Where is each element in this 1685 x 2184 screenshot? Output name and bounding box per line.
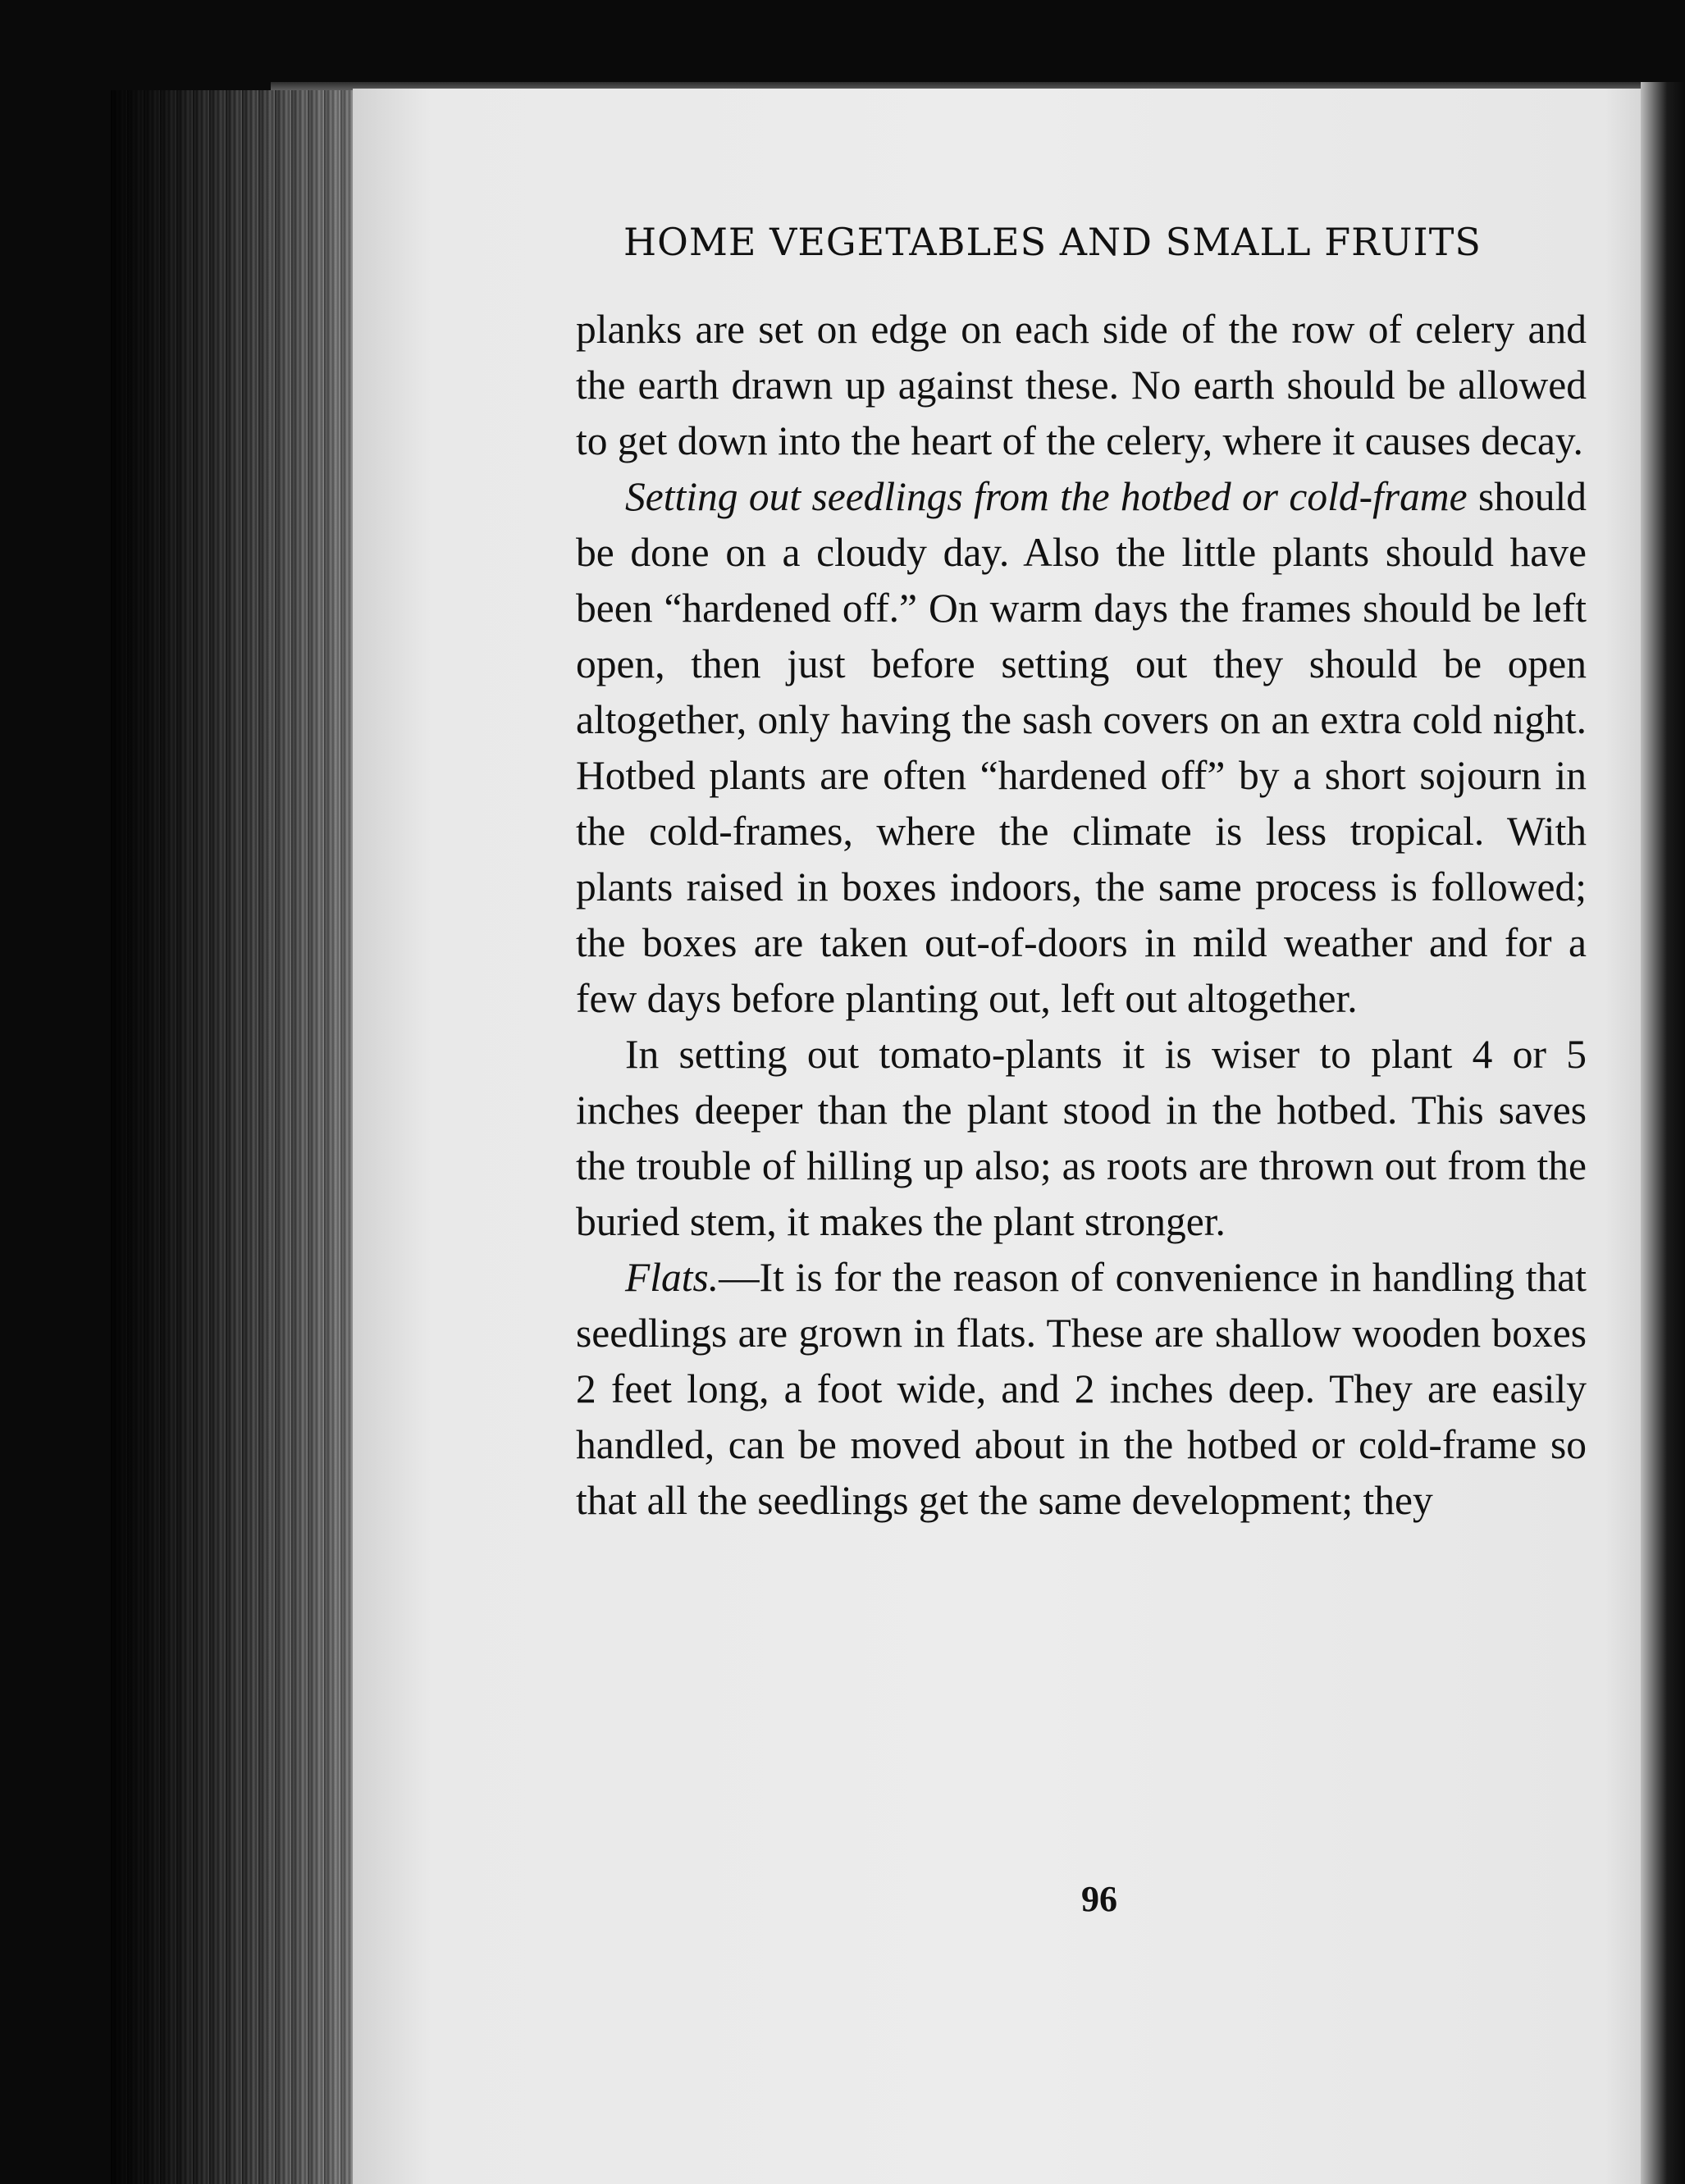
body-text bbox=[576, 302, 1587, 1529]
running-head: HOME VEGETABLES AND SMALL FRUITS bbox=[623, 220, 1482, 264]
page-number: 96 bbox=[1081, 1879, 1117, 1919]
paragraph-4 bbox=[576, 1250, 1587, 1529]
paragraph-2-text: should be done on a cloudy day. Also the little plants should have been “hardened off.” On warm days the frames should be left open, then just before setting out they should be open altogether, only having the sash covers on an extra cold night. Hotbed plants are often “hardened off” by a short sojourn in the cold-frames, where the climate is less tropical. With plants raised in boxes indoors, the same process is followed; the boxes are taken out-of-doors in mild weather and for a few days before planting out, left out altogether. bbox=[576, 474, 1587, 1021]
paragraph-3 bbox=[576, 1027, 1587, 1250]
paragraph-4-text: —It is for the reason of convenience in handling that seedlings are grown in flats. These are shallow wooden boxes 2 feet long, a foot wide, and 2 inches deep. They are easily handled, can be moved about in the hotbed or cold-frame so that all the seedlings get the same development; they bbox=[576, 1255, 1587, 1523]
binding-shadow bbox=[1641, 82, 1685, 2184]
paragraph-1 bbox=[576, 302, 1587, 469]
paragraph-4-italic: Flats. bbox=[625, 1255, 719, 1300]
paragraph-2 bbox=[576, 469, 1587, 1027]
paragraph-2-italic: Setting out seedlings from the hotbed or cold-frame bbox=[625, 474, 1468, 519]
stacked-page-edges bbox=[111, 90, 357, 2184]
paragraph-3-text: In setting out tomato-plants it is wiser to plant 4 or 5 inches deeper than the plant stood in the hotbed. This saves the trouble of hilling up also; as roots are thrown out from the buried stem, it makes the plant stronger. bbox=[576, 1032, 1587, 1244]
paragraph-1-text: planks are set on edge on each side of the row of celery and the earth drawn up against these. No earth should be allowed to get down into the heart of the celery, where it causes decay. bbox=[576, 307, 1587, 463]
